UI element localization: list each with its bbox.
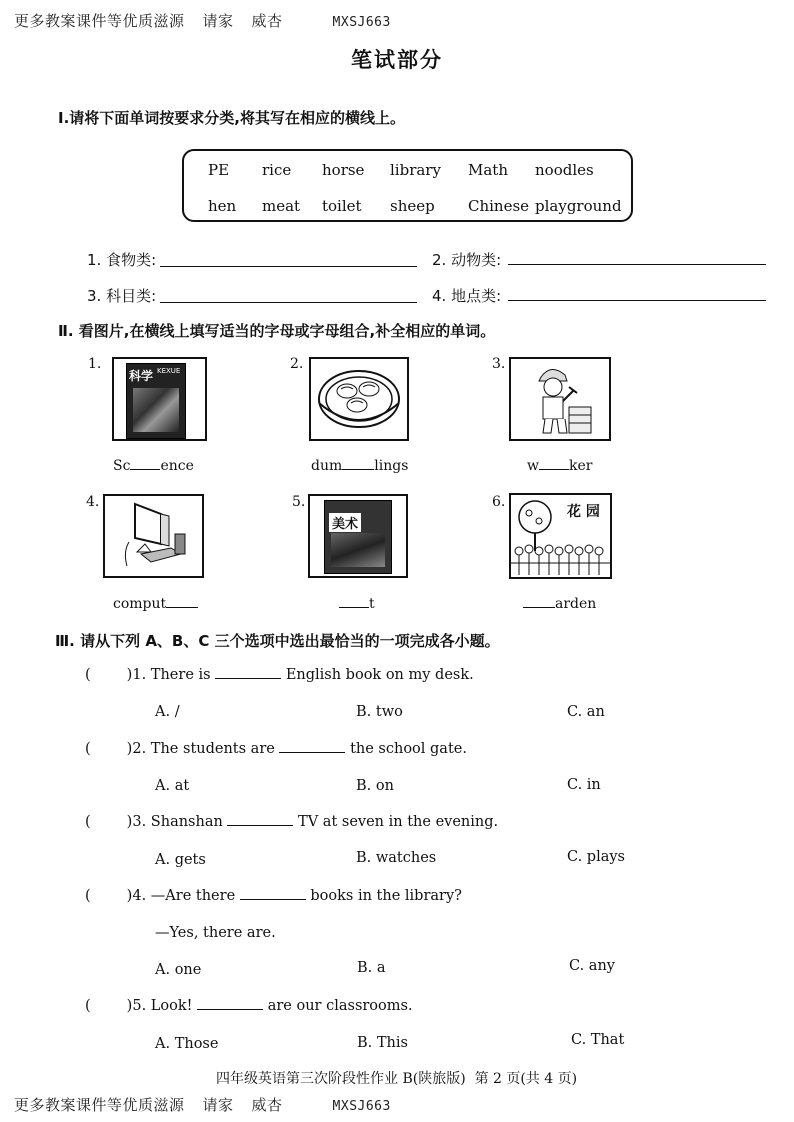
page-footer <box>216 1068 577 1088</box>
option-b[interactable]: B. a <box>357 960 386 976</box>
item-number: 4. <box>86 494 100 510</box>
section3-heading: Ⅲ. 请从下列 A、B、C 三个选项中选出最恰当的一项完成各小题。 <box>55 632 500 650</box>
worker-picture <box>509 357 611 441</box>
question-blank <box>227 825 293 826</box>
answer-line[interactable] <box>508 264 766 265</box>
word-item: horse <box>322 161 365 179</box>
option-b[interactable]: B. on <box>356 778 394 794</box>
item-number: 2. <box>290 356 304 372</box>
word-item: toilet <box>322 197 362 215</box>
letter-blank[interactable] <box>339 607 369 608</box>
question-blank <box>279 752 345 753</box>
header-name: 威杏 <box>251 12 283 30</box>
question-5: ( )5. Look! are our classrooms. <box>85 998 413 1014</box>
item-number: 1. <box>88 356 102 372</box>
category-food: 1. 食物类: <box>87 251 157 269</box>
section1-heading: Ⅰ.请将下面单词按要求分类,将其写在相应的横线上。 <box>58 109 405 127</box>
word-item: PE <box>208 161 230 179</box>
letter-blank[interactable] <box>166 607 198 608</box>
word-item: rice <box>262 161 292 179</box>
word-item: Math <box>468 161 508 179</box>
science-book-picture <box>112 357 207 441</box>
option-a[interactable]: A. at <box>155 778 190 794</box>
option-b[interactable]: B. watches <box>356 850 437 866</box>
garden-label: 花 园 <box>567 504 600 520</box>
category-place: 4. 地点类: <box>432 287 502 305</box>
header-text: 更多教案课件等优质滋源 <box>14 12 185 30</box>
page-number: 第 2 页(共 4 页) <box>474 1071 578 1087</box>
header-code: MXSJ663 <box>332 15 391 30</box>
word-item: sheep <box>390 197 435 215</box>
footer-watermark-text: 更多教案课件等优质滋源 <box>14 1096 185 1114</box>
option-a[interactable]: A. one <box>155 962 202 978</box>
word-item: Chinese <box>468 197 530 215</box>
footer-watermark <box>14 1094 391 1115</box>
option-c[interactable]: C. in <box>567 777 601 793</box>
fill-word: comput <box>113 596 198 612</box>
letter-blank[interactable] <box>342 469 374 470</box>
section2-heading: Ⅱ. 看图片,在横线上填写适当的字母或字母组合,补全相应的单词。 <box>58 322 496 340</box>
footer-title: 四年级英语第三次阶段性作业 B(陕旅版) <box>216 1071 466 1087</box>
question-4: ( )4. —Are there books in the library? <box>85 888 462 904</box>
option-c[interactable]: C. plays <box>567 849 625 865</box>
footer-watermark-code: MXSJ663 <box>332 1099 391 1114</box>
word-item: library <box>390 161 441 179</box>
option-c[interactable]: C. That <box>571 1032 625 1048</box>
footer-watermark-name: 威杏 <box>251 1096 283 1114</box>
computer-picture <box>103 494 204 578</box>
book-subtitle: KEXUE <box>157 367 181 375</box>
answer-line[interactable] <box>160 302 417 303</box>
option-a[interactable]: A. / <box>155 704 180 720</box>
question-4-reply: —Yes, there are. <box>155 925 276 941</box>
category-animal: 2. 动物类: <box>432 251 502 269</box>
answer-line[interactable] <box>508 300 766 301</box>
option-b[interactable]: B. This <box>357 1035 408 1051</box>
letter-blank[interactable] <box>539 469 569 470</box>
book-title: 美术 <box>329 513 361 532</box>
header-please: 请家 <box>202 12 234 30</box>
question-blank <box>197 1009 263 1010</box>
fill-word: dum lings <box>311 458 409 474</box>
letter-blank[interactable] <box>523 607 555 608</box>
question-2: ( )2. The students are the school gate. <box>85 741 467 757</box>
item-number: 3. <box>492 356 506 372</box>
item-number: 6. <box>492 494 506 510</box>
computer-icon <box>105 496 202 576</box>
word-item: hen <box>208 197 237 215</box>
fill-word: Sc ence <box>113 458 194 474</box>
word-item: meat <box>262 197 301 215</box>
dumplings-icon <box>311 359 407 439</box>
category-subject: 3. 科目类: <box>87 287 157 305</box>
option-a[interactable]: A. Those <box>155 1036 219 1052</box>
option-a[interactable]: A. gets <box>155 852 206 868</box>
question-3: ( )3. Shanshan TV at seven in the evening. <box>85 814 499 830</box>
page-title: 笔试部分 <box>351 48 443 72</box>
question-blank <box>240 899 306 900</box>
fill-word: arden <box>523 596 596 612</box>
garden-picture <box>509 493 612 579</box>
word-item: playground <box>535 197 622 215</box>
book-title: 科学 <box>129 369 154 383</box>
fill-word: t <box>339 596 375 612</box>
question-blank <box>215 678 281 679</box>
option-c[interactable]: C. an <box>567 704 605 720</box>
item-number: 5. <box>292 494 306 510</box>
footer-watermark-please: 请家 <box>202 1096 234 1114</box>
answer-line[interactable] <box>160 266 417 267</box>
book-cover-icon <box>126 363 186 439</box>
word-box <box>182 149 633 222</box>
book-cover-icon <box>324 500 392 574</box>
option-c[interactable]: C. any <box>569 958 615 974</box>
dumplings-picture <box>309 357 409 441</box>
option-b[interactable]: B. two <box>356 704 403 720</box>
header-watermark <box>14 10 391 31</box>
question-1: ( )1. There is English book on my desk. <box>85 667 474 683</box>
letter-blank[interactable] <box>130 469 160 470</box>
art-book-picture <box>308 494 408 578</box>
word-item: noodles <box>535 161 594 179</box>
fill-word: w ker <box>527 458 593 474</box>
worker-icon <box>511 359 609 439</box>
